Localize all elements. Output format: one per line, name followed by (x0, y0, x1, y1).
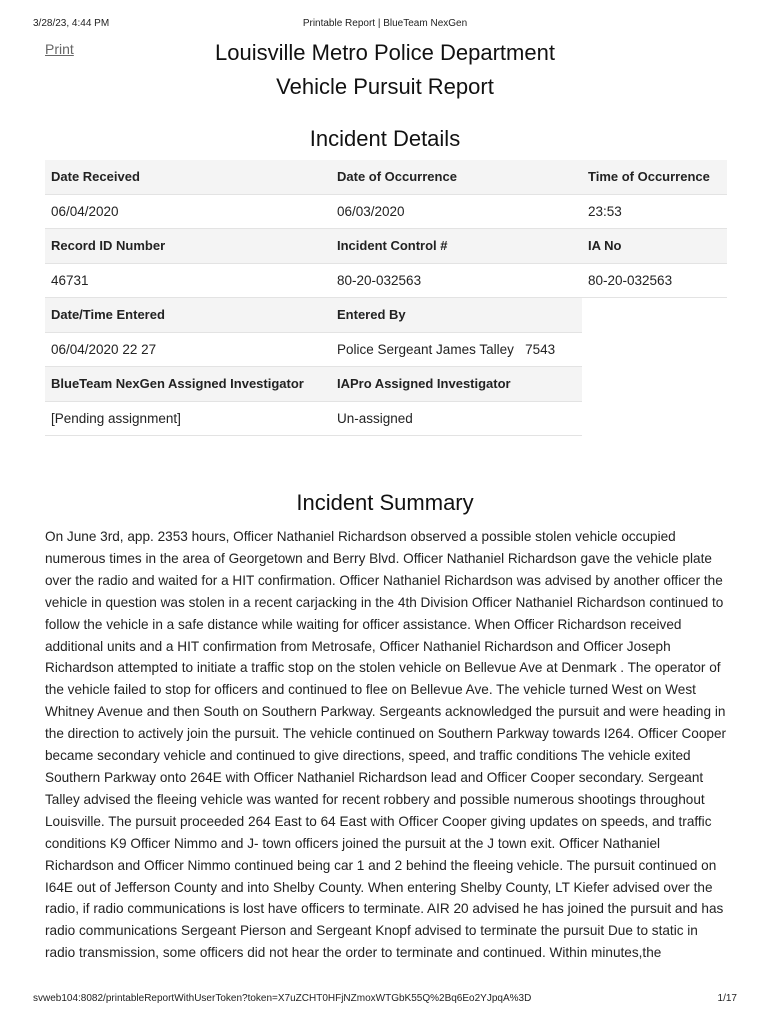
report-url: svweb104:8082/printableReportWithUserToken?token=X7uZCHT0HFjNZmoxWTGbK55Q%2Bq6Eo2YJpqA%3D (33, 993, 532, 1004)
table-row (45, 264, 727, 299)
record-id-label: Record ID Number (45, 229, 331, 264)
page-number: 1/17 (717, 993, 737, 1004)
date-received-label: Date Received (45, 160, 331, 195)
date-time-entered-label: Date/Time Entered (45, 298, 331, 333)
department-name: Louisville Metro Police Department (215, 40, 555, 65)
entered-by-label: Entered By (331, 298, 582, 333)
incident-control-label: Incident Control # (331, 229, 582, 264)
table-row (45, 160, 727, 195)
date-received-value: 06/04/2020 (45, 195, 331, 230)
incident-summary-heading: Incident Summary (296, 490, 474, 515)
ia-no-label: IA No (582, 229, 727, 264)
table-row (45, 333, 727, 368)
date-of-occurrence-value: 06/03/2020 (331, 195, 582, 230)
browser-print-header (33, 14, 737, 30)
print-page-title: Printable Report | BlueTeam NexGen (302, 18, 468, 29)
browser-print-footer (33, 993, 737, 1004)
table-row (45, 195, 727, 230)
incident-details-heading: Incident Details (309, 126, 461, 151)
report-title (0, 36, 770, 104)
iapro-investigator-label: IAPro Assigned Investigator (331, 367, 582, 402)
date-of-occurrence-label: Date of Occurrence (331, 160, 582, 195)
record-id-value: 46731 (45, 264, 331, 299)
iapro-investigator-value: Un-assigned (331, 402, 582, 437)
print-datetime: 3/28/23, 4:44 PM (33, 18, 110, 29)
report-type: Vehicle Pursuit Report (276, 74, 494, 99)
entered-by-value: Police Sergeant James Talley 7543 (331, 333, 582, 368)
print-link[interactable]: Print (45, 41, 74, 57)
blueteam-investigator-label: BlueTeam NexGen Assigned Investigator (45, 367, 331, 402)
incident-summary-text: On June 3rd, app. 2353 hours, Officer Nathaniel Richardson observed a possible stolen vehicle occupied numerous times in the area of Georgetown and Berry Blvd. Officer Nathaniel Richardson gave the vehicle plate over the radio and waited for a HIT confirmation. Officer Nathaniel Richardson was advised by another officer the vehicle in question was stolen in a recent carjacking in the 4th Division Officer Nathaniel Richardson continued to follow the vehicle in a safe distance while waiting for officer assistance. When Officer Richardson received additional units and a HIT confirmation from Metrosafe, Officer Nathaniel Richardson and Officer Joseph Richardson attempted to initiate a traffic stop on the stolen vehicle on Bellevue Ave at Denmark . The operator of the vehicle failed to stop for officers and continued to flee on Bellevue Ave. The vehicle turned West on West Whitney Avenue and then South on Southern Parkway. Sergeants acknowledged the pursuit and were heading in the direction to actively join the pursuit. The vehicle continued on Southern Parkway towards I264. Officer Cooper became secondary vehicle and continued to give directions, speed, and traffic conditions The vehicle exited Southern Parkway onto 264E with Officer Nathaniel Richardson lead and Officer Cooper secondary. Sergeant Talley advised the fleeing vehicle was wanted for recent robbery and possible numerous shootings throughout Louisville. The pursuit proceeded 264 East to 64 East with Officer Cooper giving updates on speeds, and traffic conditions K9 Officer Nimmo and J- town officers joined the pursuit at the J town exit. Officer Nathaniel Richardson and Officer Nimmo continued being car 1 and 2 behind the fleeing vehicle. The pursuit continued on I64E out of Jefferson County and into Shelby County. When entering Shelby County, LT Kiefer advised over the radio, if radio communications is lost have officers to terminate. AIR 20 advised he has joined the pursuit and has radio communications Sergeant Pierson and Sergeant Knopf advised to terminate the pursuit Due to static in radio transmission, some officers did not hear the order to terminate and continued. Within minutes,the (45, 529, 727, 961)
table-row (45, 367, 727, 402)
date-time-entered-value: 06/04/2020 22 27 (45, 333, 331, 368)
incident-details-table (45, 160, 727, 436)
table-row (45, 402, 727, 437)
ia-no-value: 80-20-032563 (582, 264, 727, 299)
table-row (45, 298, 727, 333)
table-row (45, 229, 727, 264)
incident-control-value: 80-20-032563 (331, 264, 582, 299)
time-of-occurrence-value: 23:53 (582, 195, 727, 230)
time-of-occurrence-label: Time of Occurrence (582, 160, 727, 195)
blueteam-investigator-value: [Pending assignment] (45, 402, 331, 437)
